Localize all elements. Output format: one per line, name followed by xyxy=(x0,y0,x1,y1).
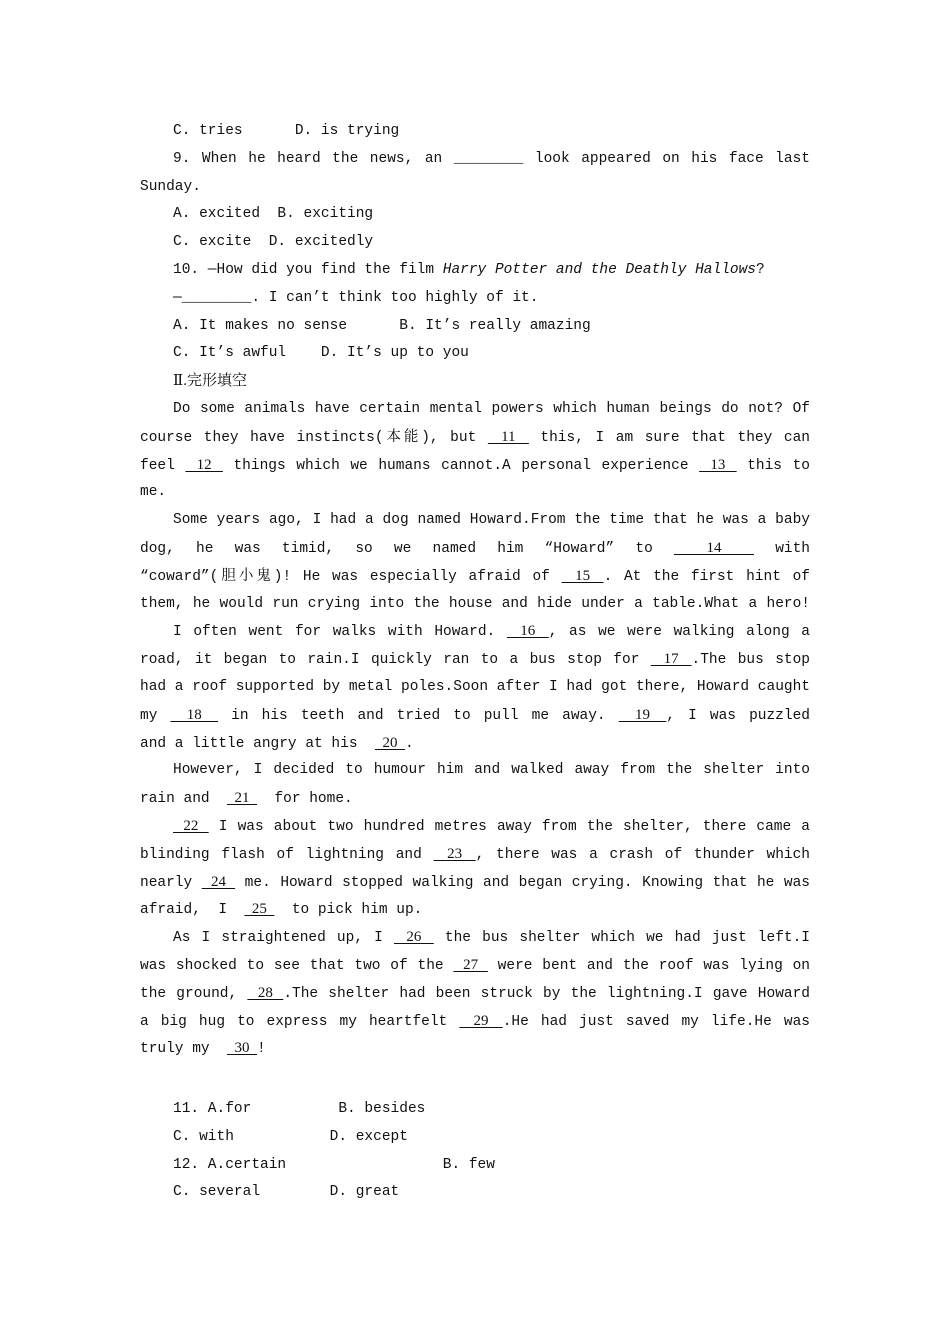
blank-11: 11 xyxy=(487,428,529,445)
question-line: 9. When he heard the news, an ________ look appeared on his face last xyxy=(173,150,810,167)
option-line: C. with D. except xyxy=(173,1128,408,1145)
answer-options xyxy=(140,1096,810,1207)
blank-27: 27 xyxy=(453,956,488,973)
passage-line: the ground, 28 .The shelter had been struck by the lightning.I gave Howard xyxy=(140,984,810,1002)
blank-30: 30 xyxy=(227,1040,258,1057)
passage-line: course they have instincts(本能), but 11 this, I am sure that they can xyxy=(140,428,810,446)
question-lines xyxy=(140,118,810,368)
blank-15: 15 xyxy=(561,567,604,584)
blank-28: 28 xyxy=(247,984,284,1001)
blank-17: 17 xyxy=(650,651,692,668)
blank-12: 12 xyxy=(185,456,223,473)
question-line: A. excited B. exciting xyxy=(173,206,374,223)
blank-29: 29 xyxy=(459,1012,503,1029)
blank-26: 26 xyxy=(394,929,434,946)
passage-line: road, it began to rain.I quickly ran to a bus stop for 17 .The bus stop xyxy=(140,651,810,669)
section-heading: Ⅱ.完形填空 xyxy=(173,373,247,390)
passage-line: and a little angry at his 20 . xyxy=(140,734,414,752)
spacer xyxy=(140,1063,810,1096)
blank-25: 25 xyxy=(244,901,275,918)
passage-line: had a roof supported by metal poles.Soon after I had got there, Howard caught xyxy=(140,678,810,695)
document-page xyxy=(140,118,810,1207)
passage-line: dog, he was timid, so we named him “Howard” to 14 with xyxy=(140,539,810,557)
passage-line: However, I decided to humour him and walked away from the shelter into xyxy=(173,762,810,779)
option-line: C. several D. great xyxy=(173,1184,400,1201)
blank-20: 20 xyxy=(374,734,405,751)
cloze-passage xyxy=(140,396,810,1063)
blank-21: 21 xyxy=(227,790,258,807)
passage-line: me. xyxy=(140,484,167,501)
question-line: C. tries D. is trying xyxy=(173,123,400,139)
passage-line: As I straightened up, I 26 the bus shelter which we had just left.I xyxy=(173,929,810,947)
passage-line: afraid, I 25 to pick him up. xyxy=(140,901,423,919)
passage-line: I often went for walks with Howard. 16 , as we were walking along a xyxy=(173,623,810,641)
blank-14: 14 xyxy=(673,539,754,556)
passage-line: feel 12 things which we humans cannot.A personal experience 13 this to xyxy=(140,456,810,474)
passage-line: was shocked to see that two of the 27 were bent and the roof was lying on xyxy=(140,956,810,974)
film-title: Harry Potter and the Deathly Hallows xyxy=(442,261,757,278)
passage-line: “coward”(胆小鬼)! He was especially afraid of 15 . At the first hint of xyxy=(140,567,810,585)
passage-line: nearly 24 me. Howard stopped walking and began crying. Knowing that he was xyxy=(140,873,810,891)
option-line: 11. A.for B. besides xyxy=(173,1101,426,1118)
question-line: C. It’s awful D. It’s up to you xyxy=(173,345,469,362)
question-line: A. It makes no sense B. It’s really amazing xyxy=(173,317,591,334)
passage-line: truly my 30 ! xyxy=(140,1040,266,1058)
blank-24: 24 xyxy=(201,873,236,890)
passage-line: them, he would run crying into the house and hide under a table.What a hero! xyxy=(140,595,810,612)
blank-13: 13 xyxy=(699,456,737,473)
passage-line: rain and 21 for home. xyxy=(140,790,353,808)
passage-line: my 18 in his teeth and tried to pull me away. 19 , I was puzzled xyxy=(140,706,810,724)
passage-line: Some years ago, I had a dog named Howard.From the time that he was a baby xyxy=(173,512,810,529)
blank-23: 23 xyxy=(433,845,476,862)
passage-line: 22 I was about two hundred metres away from the shelter, there came a xyxy=(173,817,810,835)
question-line: —________. I can’t think too highly of it. xyxy=(173,289,539,306)
passage-line: Do some animals have certain mental powers which human beings do not? Of xyxy=(173,400,810,417)
blank-22: 22 xyxy=(173,817,209,834)
passage-line: a big hug to express my heartfelt 29 .He had just saved my life.He was xyxy=(140,1012,810,1030)
passage-line: blinding flash of lightning and 23 , there was a crash of thunder which xyxy=(140,845,810,863)
blank-19: 19 xyxy=(618,706,667,723)
question-line: Sunday. xyxy=(140,178,201,195)
question-line: C. excite D. excitedly xyxy=(173,234,374,251)
blank-16: 16 xyxy=(506,623,549,640)
blank-18: 18 xyxy=(170,706,219,723)
question-line: 10. —How did you find the film Harry Potter and the Deathly Hallows? xyxy=(173,261,765,278)
option-line: 12. A.certain B. few xyxy=(173,1156,495,1173)
